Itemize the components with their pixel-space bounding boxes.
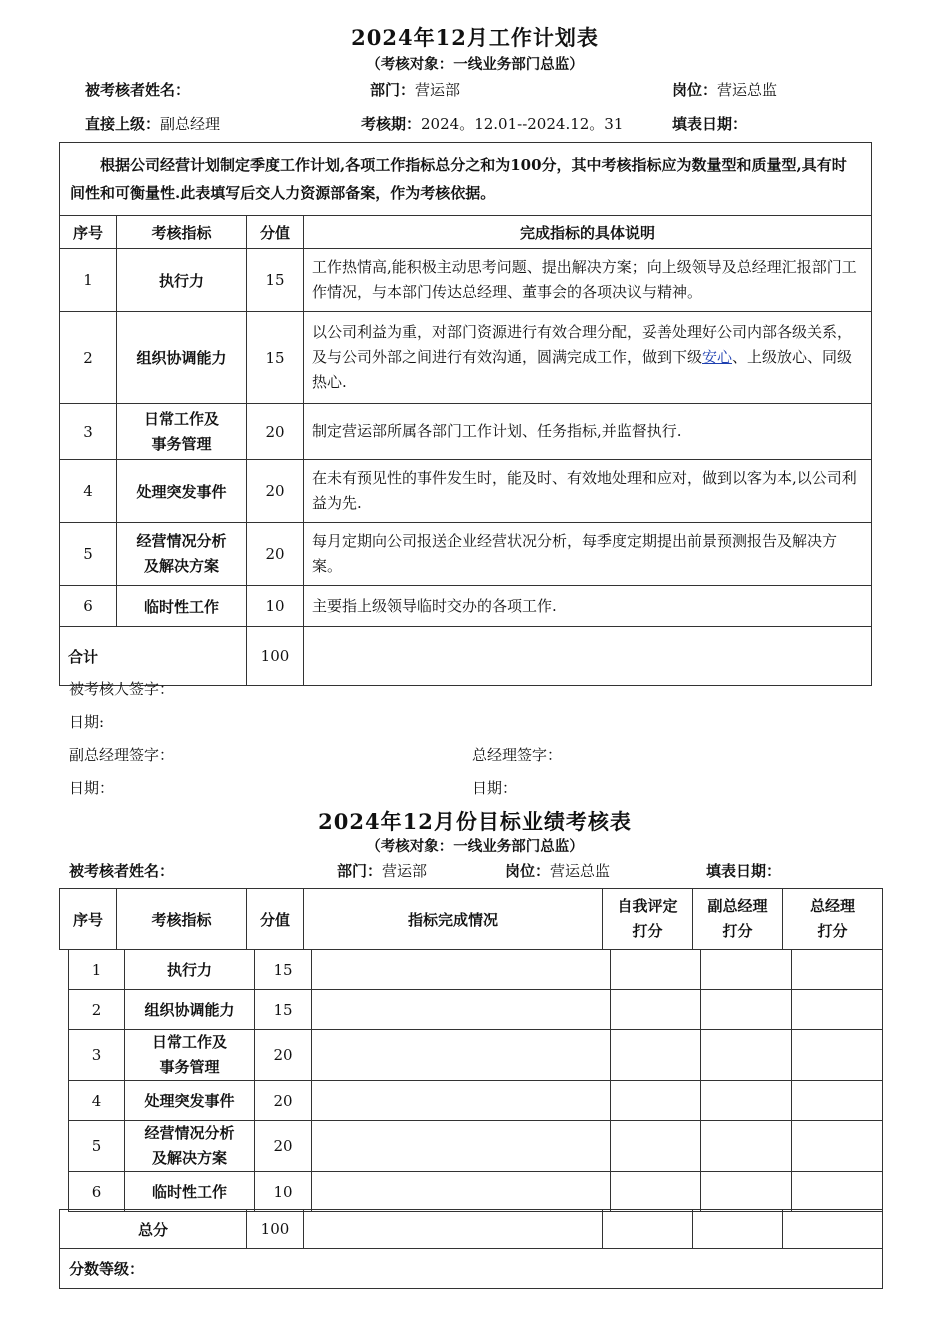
plan-intro: 根据公司经营计划制定季度工作计划,各项工作指标总分之和为100分，其中考核指标应为数量型和质量型,具有时间性和可衡量性.此表填写后交人力资源部备案，作为考核依据。 <box>60 143 872 216</box>
plan-subtitle: （考核对象：一线业务部门总监） <box>366 56 584 73</box>
eval-row-status[interactable] <box>312 990 611 1030</box>
examinee-signature: 被考核人签字： <box>69 680 175 698</box>
row-description: 以公司利益为重，对部门资源进行有效合理分配，妥善处理好公司内部各级关系，及与公司外部之间进行有效沟通，圆满完成工作，做到下级安心、上级放心、同级热心. <box>304 312 872 404</box>
row-no: 3 <box>60 404 117 460</box>
row-indicator: 经营情况分析 及解决方案 <box>117 523 247 586</box>
row-indicator: 处理突发事件 <box>117 460 247 523</box>
header-indicator: 考核指标 <box>117 216 247 249</box>
examinee-date: 日期: <box>69 713 105 731</box>
gm-date: 日期： <box>472 779 518 797</box>
plan-period: 考核期：2024。12.01--2024.12。31 <box>361 115 624 133</box>
eval-grade-row <box>60 1249 883 1289</box>
eval-row-status[interactable] <box>312 1172 611 1212</box>
plan-title: 2024年12月工作计划表 <box>351 25 599 50</box>
eval-row-indicator: 经营情况分析 及解决方案 <box>125 1121 255 1172</box>
row-description: 制定营运部所属各部门工作计划、任务指标,并监督执行. <box>304 404 872 460</box>
eval-row-no: 6 <box>69 1172 125 1212</box>
vgm-signature: 副总经理签字： <box>69 746 175 764</box>
row-description: 每月定期向公司报送企业经营状况分析，每季度定期提出前景预测报告及解决方案。 <box>304 523 872 586</box>
eval-row-no: 1 <box>69 950 125 990</box>
plan-fill-date: 填表日期： <box>672 115 748 133</box>
eval-row-score: 15 <box>255 990 312 1030</box>
table-row <box>60 312 872 404</box>
eval-row-vgm-score[interactable] <box>701 1121 792 1172</box>
eval-total-vgm[interactable] <box>693 1210 783 1249</box>
eval-row-vgm-score[interactable] <box>701 1172 792 1212</box>
table-row <box>69 1081 883 1121</box>
eval-row-gm-score[interactable] <box>792 1081 883 1121</box>
eval-name-label: 被考核者姓名： <box>69 862 175 880</box>
plan-post: 岗位：营运总监 <box>672 81 778 99</box>
eval-row-self-score[interactable] <box>611 1121 701 1172</box>
row-no: 4 <box>60 460 117 523</box>
eval-header-gm: 总经理 打分 <box>783 889 883 950</box>
eval-row-no: 3 <box>69 1030 125 1081</box>
plan-dept: 部门：营运部 <box>370 81 461 99</box>
plan-table <box>59 142 872 686</box>
eval-header-vgm: 副总经理 打分 <box>693 889 783 950</box>
eval-header-indicator: 考核指标 <box>117 889 247 950</box>
eval-row-no: 5 <box>69 1121 125 1172</box>
eval-row-gm-score[interactable] <box>792 950 883 990</box>
row-indicator: 执行力 <box>117 249 247 312</box>
table-row <box>69 950 883 990</box>
vgm-date: 日期： <box>69 779 115 797</box>
eval-header-no: 序号 <box>60 889 117 950</box>
header-no: 序号 <box>60 216 117 249</box>
row-no: 6 <box>60 586 117 627</box>
row-no: 1 <box>60 249 117 312</box>
eval-row-score: 20 <box>255 1030 312 1081</box>
eval-row-indicator: 临时性工作 <box>125 1172 255 1212</box>
eval-total-label: 总分 <box>60 1210 247 1249</box>
eval-row-status[interactable] <box>312 1081 611 1121</box>
eval-header-self: 自我评定 打分 <box>603 889 693 950</box>
eval-row-status[interactable] <box>312 1121 611 1172</box>
eval-row-self-score[interactable] <box>611 1030 701 1081</box>
plan-header-row <box>60 216 872 249</box>
row-indicator: 组织协调能力 <box>117 312 247 404</box>
gm-signature: 总经理签字： <box>472 746 563 764</box>
row-score: 15 <box>247 312 304 404</box>
row-indicator: 日常工作及 事务管理 <box>117 404 247 460</box>
eval-post: 岗位：营运总监 <box>505 862 611 880</box>
eval-row-score: 20 <box>255 1081 312 1121</box>
eval-row-vgm-score[interactable] <box>701 950 792 990</box>
eval-fill-date: 填表日期： <box>706 862 782 880</box>
eval-total-gm[interactable] <box>783 1210 883 1249</box>
header-description: 完成指标的具体说明 <box>304 216 872 249</box>
eval-row-indicator: 组织协调能力 <box>125 990 255 1030</box>
eval-header-score: 分值 <box>247 889 304 950</box>
row-description: 主要指上级领导临时交办的各项工作. <box>304 586 872 627</box>
row-score: 20 <box>247 460 304 523</box>
eval-row-self-score[interactable] <box>611 1172 701 1212</box>
table-row <box>60 586 872 627</box>
eval-row-vgm-score[interactable] <box>701 990 792 1030</box>
table-row <box>60 249 872 312</box>
eval-row-score: 15 <box>255 950 312 990</box>
header-score: 分值 <box>247 216 304 249</box>
table-row <box>60 404 872 460</box>
table-row <box>60 523 872 586</box>
eval-grade-label[interactable]: 分数等级： <box>60 1249 883 1289</box>
eval-row-gm-score[interactable] <box>792 1172 883 1212</box>
row-score: 10 <box>247 586 304 627</box>
eval-row-self-score[interactable] <box>611 990 701 1030</box>
eval-total-self[interactable] <box>603 1210 693 1249</box>
plan-superior: 直接上级：副总经理 <box>85 115 221 133</box>
eval-row-vgm-score[interactable] <box>701 1081 792 1121</box>
eval-row-gm-score[interactable] <box>792 1121 883 1172</box>
eval-row-gm-score[interactable] <box>792 990 883 1030</box>
eval-row-no: 2 <box>69 990 125 1030</box>
eval-row-indicator: 日常工作及 事务管理 <box>125 1030 255 1081</box>
eval-title: 2024年12月份目标业绩考核表 <box>318 809 632 834</box>
eval-header-table <box>59 888 883 950</box>
eval-row-score: 10 <box>255 1172 312 1212</box>
total-label: 合计 <box>60 627 247 686</box>
eval-header-status: 指标完成情况 <box>304 889 603 950</box>
eval-subtitle: （考核对象：一线业务部门总监） <box>366 838 584 855</box>
row-description: 在未有预见性的事件发生时，能及时、有效地处理和应对，做到以客为本,以公司利益为先. <box>304 460 872 523</box>
eval-row-self-score[interactable] <box>611 1081 701 1121</box>
eval-row-vgm-score[interactable] <box>701 1030 792 1081</box>
eval-row-status[interactable] <box>312 1030 611 1081</box>
table-row <box>69 1172 883 1212</box>
eval-dept: 部门：营运部 <box>337 862 428 880</box>
row-no: 2 <box>60 312 117 404</box>
eval-total-score: 100 <box>247 1210 304 1249</box>
row-description: 工作热情高,能积极主动思考问题、提出解决方案；向上级领导及总经理汇报部门工作情况，与本部门传达总经理、董事会的各项决议与精神。 <box>304 249 872 312</box>
total-score: 100 <box>247 627 304 686</box>
eval-row-no: 4 <box>69 1081 125 1121</box>
eval-footer-table <box>59 1209 883 1289</box>
row-score: 20 <box>247 523 304 586</box>
row-score: 15 <box>247 249 304 312</box>
anxin-link[interactable]: 安心 <box>702 348 733 366</box>
table-row <box>69 1030 883 1081</box>
total-row <box>60 627 872 686</box>
total-blank <box>304 627 872 686</box>
eval-row-gm-score[interactable] <box>792 1030 883 1081</box>
eval-total-status[interactable] <box>304 1210 603 1249</box>
eval-row-indicator: 执行力 <box>125 950 255 990</box>
eval-row-score: 20 <box>255 1121 312 1172</box>
table-row <box>69 990 883 1030</box>
row-indicator: 临时性工作 <box>117 586 247 627</box>
plan-name-label: 被考核者姓名： <box>85 81 191 99</box>
table-row <box>60 460 872 523</box>
eval-row-status[interactable] <box>312 950 611 990</box>
row-no: 5 <box>60 523 117 586</box>
eval-row-self-score[interactable] <box>611 950 701 990</box>
eval-body-table <box>68 949 883 1212</box>
table-row <box>69 1121 883 1172</box>
row-score: 20 <box>247 404 304 460</box>
eval-total-row <box>60 1210 883 1249</box>
eval-row-indicator: 处理突发事件 <box>125 1081 255 1121</box>
